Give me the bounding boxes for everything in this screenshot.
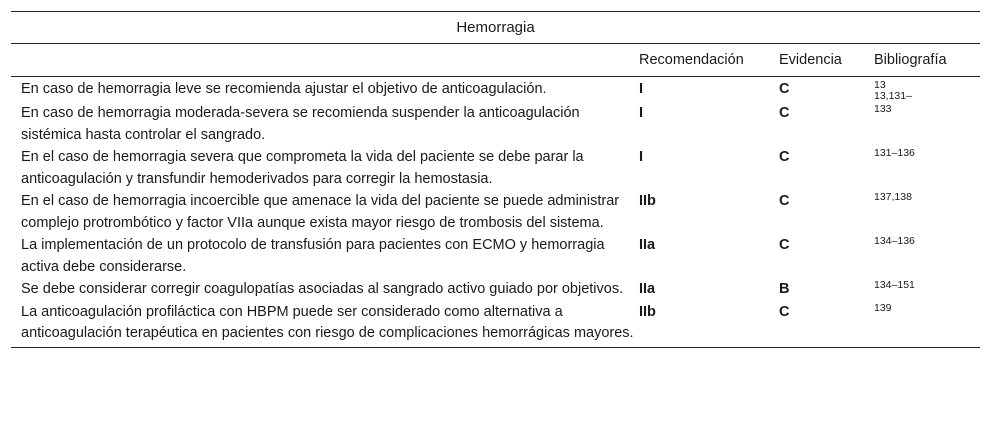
row-text: La anticoagulación profiláctica con HBPM puede ser considerado como alternativa a anticoagulación terapéutica en pacientes con riesgo de complicaciones hemorrágicas mayores. <box>21 303 634 341</box>
row-bibliografia: 134–136 <box>874 235 915 247</box>
row-bibliografia: 131–136 <box>874 147 915 159</box>
row-evidencia: C <box>779 105 790 121</box>
row-text: La implementación de un protocolo de transfusión para pacientes con ECMO y hemorragia activa debe considerarse. <box>21 237 605 275</box>
table-row <box>11 235 980 279</box>
header-bibliografia: Bibliografía <box>874 52 947 68</box>
row-text: En el caso de hemorragia severa que comprometa la vida del paciente se debe parar la anticoagulación y transfundir hemoderivados para corregir la hemostasia. <box>21 149 584 187</box>
table-row <box>11 79 980 103</box>
recommendations-table <box>11 11 980 348</box>
row-evidencia: B <box>779 281 790 297</box>
table-row <box>11 103 980 147</box>
row-recomendacion: I <box>639 149 644 165</box>
row-evidencia: C <box>779 237 790 253</box>
row-recomendacion: IIb <box>639 193 656 209</box>
table-body <box>11 77 980 346</box>
row-evidencia: C <box>779 81 790 97</box>
row-bibliografia: 133 <box>874 103 892 115</box>
row-text: En el caso de hemorragia incoercible que amenace la vida del paciente se puede administrar complejo protrombótico y factor VIIa aunque exista mayor riesgo de trombosis del sistema. <box>21 193 620 231</box>
row-text: En caso de hemorragia leve se recomienda ajustar el objetivo de anticoagulación. <box>21 81 547 97</box>
table-row <box>11 191 980 235</box>
row-recomendacion: I <box>639 105 644 121</box>
row-bibliografia: 137,138 <box>874 191 912 203</box>
header-evidencia: Evidencia <box>779 52 842 68</box>
row-recomendacion: IIa <box>639 237 656 253</box>
row-text: Se debe considerar corregir coagulopatías asociadas al sangrado activo guiado por objetivos. <box>21 281 624 297</box>
row-bibliografia: 134–151 <box>874 279 915 291</box>
table-header-row <box>11 44 980 76</box>
table-row <box>11 147 980 191</box>
table-row <box>11 279 980 302</box>
row-recomendacion: IIb <box>639 303 656 320</box>
row-text: En caso de hemorragia moderada-severa se recomienda suspender la anticoagulación sistémica hasta controlar el sangrado. <box>21 105 580 143</box>
table-title: Hemorragia <box>456 19 535 36</box>
table-bottom-rule <box>11 347 980 348</box>
row-recomendacion: I <box>639 81 644 97</box>
row-evidencia: C <box>779 149 790 165</box>
row-evidencia: C <box>779 303 790 320</box>
table-row <box>11 302 980 346</box>
row-recomendacion: IIa <box>639 281 656 297</box>
row-bibliografia: 13 13,131– <box>874 79 912 102</box>
row-bibliografia: 139 <box>874 301 892 314</box>
row-evidencia: C <box>779 193 790 209</box>
header-recomendacion: Recomendación <box>639 52 744 68</box>
